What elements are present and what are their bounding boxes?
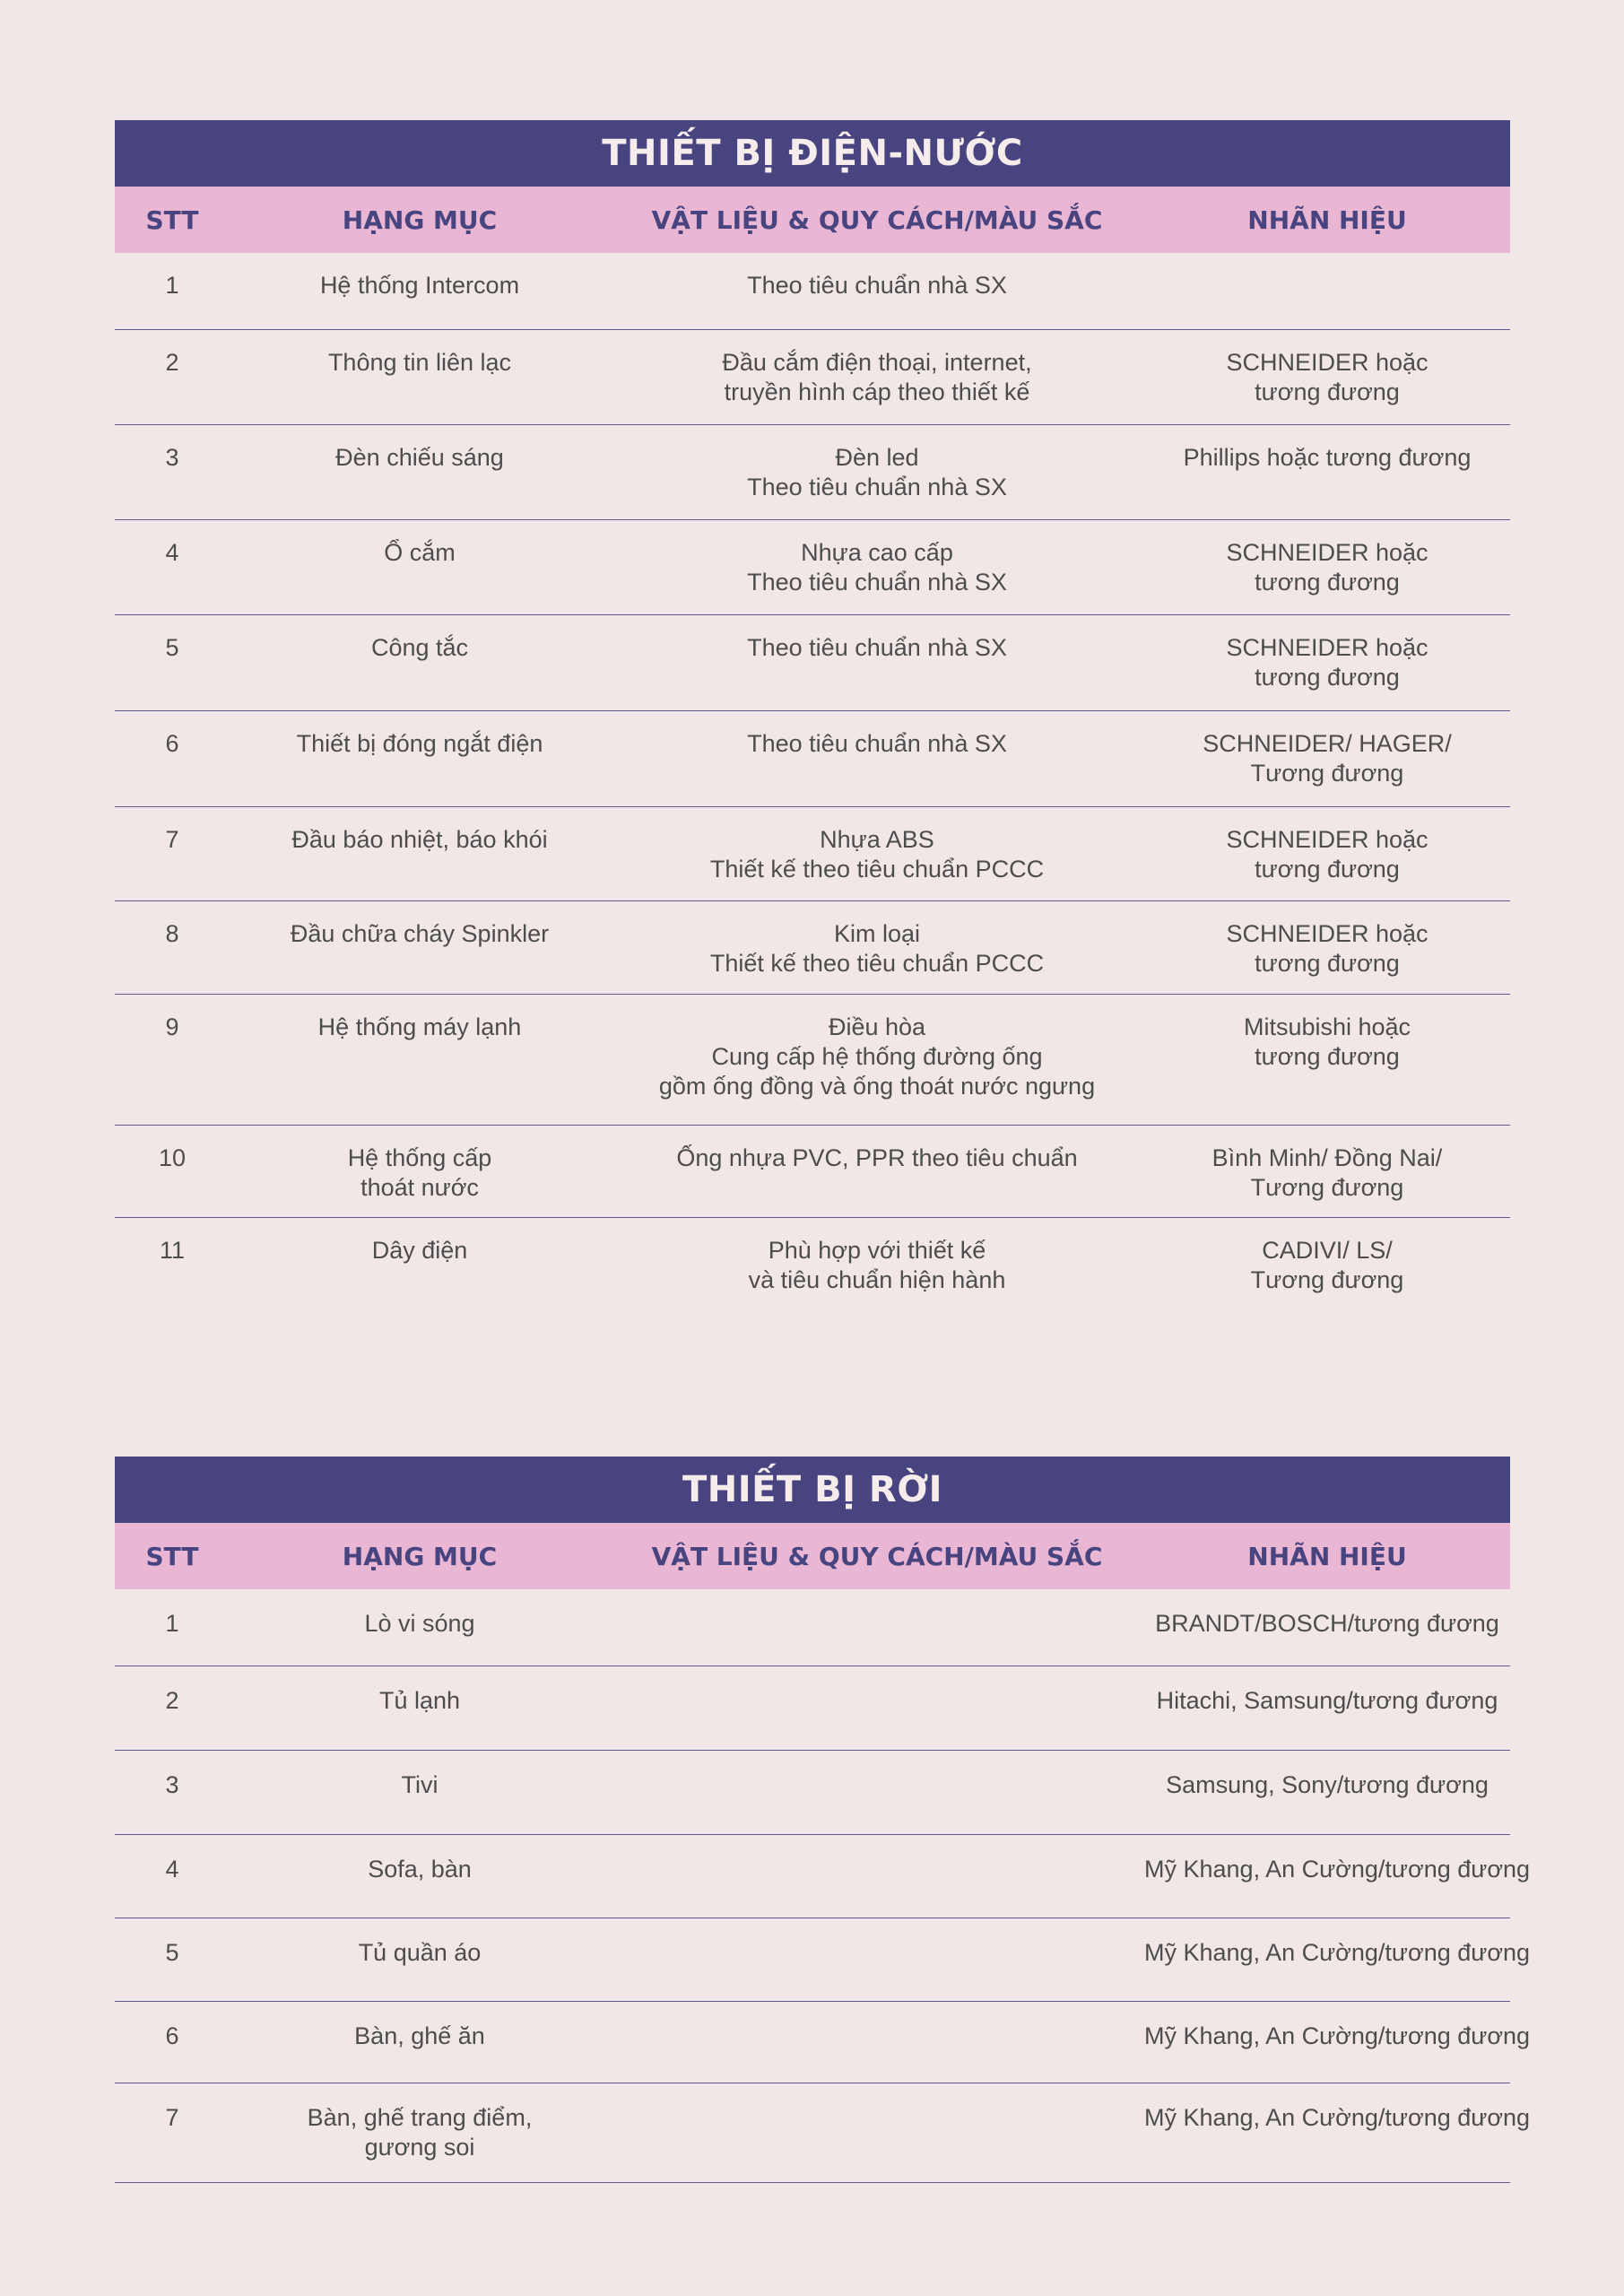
table-row <box>115 711 1510 807</box>
cell-stt: 7 <box>165 826 179 853</box>
cell-item: Hệ thống máy lạnh <box>317 1013 522 1040</box>
cell-brand: Mỹ Khang, An Cường/tương đương <box>1144 2022 1531 2049</box>
cell-item: Tivi <box>401 1771 439 1798</box>
cell-stt: 8 <box>165 920 179 947</box>
header-material: VẬT LIỆU & QUY CÁCH/MÀU SẮC <box>651 204 1103 235</box>
cell-brand: SCHNEIDER hoặc tương đương <box>1226 826 1429 883</box>
table-row <box>115 1218 1510 1313</box>
header-stt: STT <box>145 204 199 235</box>
table-row <box>115 1918 1531 2002</box>
cell-brand: Samsung, Sony/tương đương <box>1166 1771 1489 1798</box>
cell-item: Sofa, bàn <box>368 1856 472 1883</box>
cell-material: Phù hợp với thiết kế và tiêu chuẩn hiện hành <box>748 1237 1006 1293</box>
loose-equipment-table <box>115 1457 1531 2183</box>
cell-stt: 4 <box>165 539 179 566</box>
cell-stt: 9 <box>165 1013 179 1040</box>
table-row <box>115 1126 1510 1218</box>
table-row <box>115 1835 1531 1918</box>
cell-item: Tủ lạnh <box>378 1687 461 1714</box>
header-stt: STT <box>145 1541 199 1571</box>
cell-stt: 6 <box>165 2022 179 2049</box>
table-row <box>115 615 1510 711</box>
table-row <box>115 2083 1531 2183</box>
table-row <box>115 1751 1510 1835</box>
table-row <box>115 253 1510 330</box>
cell-material: Điều hòa Cung cấp hệ thống đường ống gồm ống đồng và ống thoát nước ngưng <box>658 1013 1096 1100</box>
cell-brand: Mỹ Khang, An Cường/tương đương <box>1144 2104 1531 2131</box>
header-item: HẠNG MỤC <box>342 1541 498 1571</box>
cell-stt: 7 <box>165 2104 179 2131</box>
table-row <box>115 1589 1510 1666</box>
cell-brand: SCHNEIDER hoặc tương đương <box>1226 634 1429 691</box>
cell-brand: Mỹ Khang, An Cường/tương đương <box>1144 1856 1531 1883</box>
cell-stt: 1 <box>165 272 179 299</box>
electrical-water-equipment-table <box>115 120 1510 1313</box>
cell-item: Hệ thống Intercom <box>319 272 520 299</box>
table-row <box>115 807 1510 901</box>
cell-item: Bàn, ghế trang điểm, gương soi <box>307 2104 533 2161</box>
table-row <box>115 2002 1531 2083</box>
table-row <box>115 995 1510 1126</box>
table-row <box>115 520 1510 615</box>
table-row <box>115 330 1510 425</box>
cell-material: Kim loại Thiết kế theo tiêu chuẩn PCCC <box>709 920 1045 977</box>
cell-stt: 1 <box>165 1610 179 1637</box>
cell-stt: 5 <box>165 1939 179 1966</box>
header-brand: NHÃN HIỆU <box>1247 1541 1407 1571</box>
cell-material: Nhựa cao cấp Theo tiêu chuẩn nhà SX <box>747 539 1007 596</box>
cell-stt: 4 <box>165 1856 179 1883</box>
cell-material: Theo tiêu chuẩn nhà SX <box>747 634 1007 661</box>
cell-stt: 6 <box>165 730 179 757</box>
cell-item: Lò vi sóng <box>364 1610 475 1637</box>
header-material: VẬT LIỆU & QUY CÁCH/MÀU SẮC <box>651 1541 1103 1571</box>
cell-brand: Mitsubishi hoặc tương đương <box>1243 1013 1411 1070</box>
cell-material: Đèn led Theo tiêu chuẩn nhà SX <box>747 444 1007 500</box>
cell-stt: 2 <box>165 1687 179 1714</box>
cell-item: Thiết bị đóng ngắt điện <box>296 730 543 757</box>
table-title: THIẾT BỊ RỜI <box>115 1457 1510 1523</box>
cell-stt: 3 <box>165 1771 179 1798</box>
cell-item: Đầu báo nhiệt, báo khói <box>291 826 548 853</box>
cell-brand: CADIVI/ LS/ Tương đương <box>1250 1237 1404 1293</box>
cell-item: Đèn chiếu sáng <box>335 444 504 471</box>
cell-stt: 2 <box>165 349 179 376</box>
cell-brand: Phillips hoặc tương đương <box>1183 444 1472 471</box>
cell-brand: Hitachi, Samsung/tương đương <box>1156 1687 1498 1714</box>
cell-brand: Bình Minh/ Đồng Nai/ Tương đương <box>1211 1144 1443 1201</box>
cell-item: Dây điện <box>371 1237 468 1264</box>
cell-material: Đầu cắm điện thoại, internet, truyền hình cáp theo thiết kế <box>722 349 1032 405</box>
table-row <box>115 1666 1510 1751</box>
cell-brand: SCHNEIDER hoặc tương đương <box>1226 920 1429 977</box>
cell-material: Nhựa ABS Thiết kế theo tiêu chuẩn PCCC <box>709 826 1045 883</box>
cell-material: Theo tiêu chuẩn nhà SX <box>747 730 1007 757</box>
cell-stt: 10 <box>158 1144 187 1171</box>
cell-brand: BRANDT/BOSCH/tương đương <box>1155 1610 1499 1637</box>
cell-item: Đầu chữa cháy Spinkler <box>290 920 550 947</box>
cell-stt: 5 <box>165 634 179 661</box>
cell-item: Hệ thống cấp thoát nước <box>347 1144 492 1201</box>
cell-stt: 3 <box>165 444 179 471</box>
cell-item: Thông tin liên lạc <box>327 349 512 376</box>
table-row <box>115 901 1510 995</box>
table-header-row <box>115 187 1510 253</box>
cell-brand: Mỹ Khang, An Cường/tương đương <box>1144 1939 1531 1966</box>
table-header-row <box>115 1523 1510 1589</box>
table-row <box>115 425 1510 520</box>
header-brand: NHÃN HIỆU <box>1247 204 1407 235</box>
header-item: HẠNG MỤC <box>342 204 498 235</box>
cell-item: Ổ cắm <box>384 539 456 566</box>
cell-stt: 11 <box>159 1237 186 1264</box>
cell-item: Công tắc <box>370 634 469 661</box>
cell-item: Tủ quần áo <box>358 1939 482 1966</box>
cell-brand: SCHNEIDER/ HAGER/ Tương đương <box>1203 730 1452 787</box>
cell-item: Bàn, ghế ăn <box>354 2022 485 2049</box>
cell-brand: SCHNEIDER hoặc tương đương <box>1226 539 1429 596</box>
cell-material: Ống nhựa PVC, PPR theo tiêu chuẩn <box>676 1144 1078 1171</box>
cell-material: Theo tiêu chuẩn nhà SX <box>747 272 1007 299</box>
table-title: THIẾT BỊ ĐIỆN-NƯỚC <box>115 120 1510 187</box>
cell-brand: SCHNEIDER hoặc tương đương <box>1226 349 1429 405</box>
